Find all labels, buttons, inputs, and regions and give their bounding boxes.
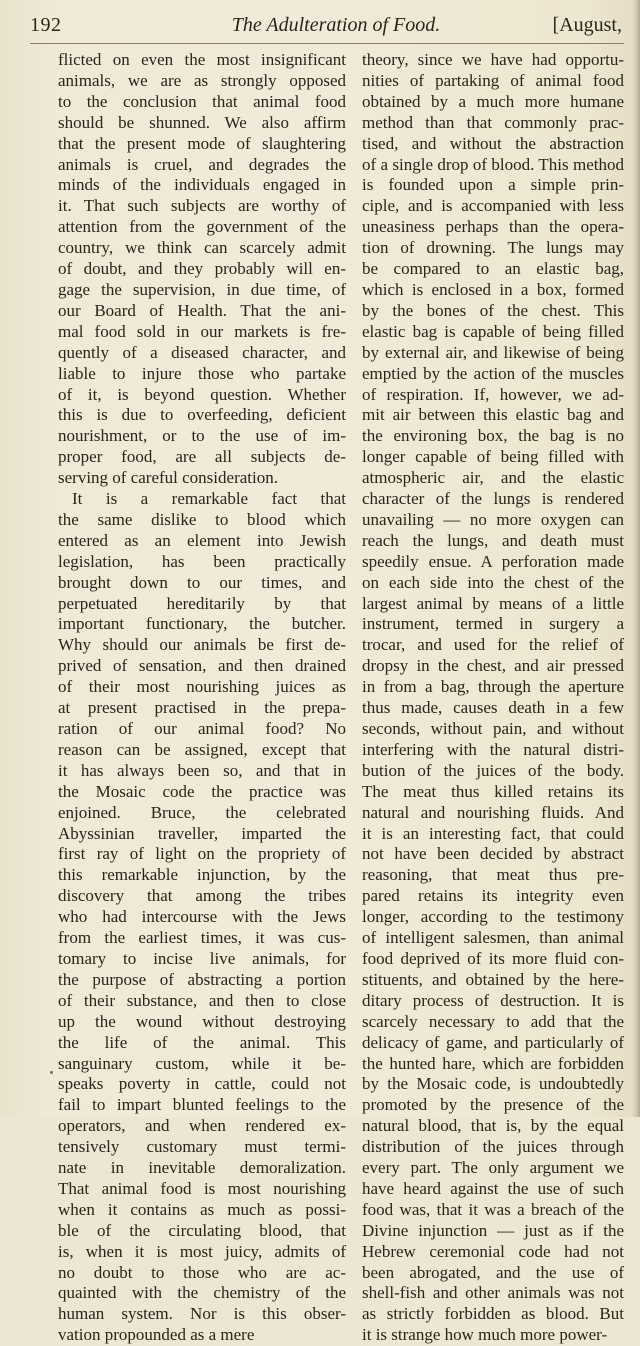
text-line: operators, and when rendered ex- — [58, 1116, 346, 1136]
text-line: in from a bag, through the aperture — [362, 677, 624, 697]
text-line: longer, according to the testimony — [362, 907, 624, 927]
text-line: on each side into the chest of the — [362, 572, 624, 592]
text-line: flicted on even the most insignificant — [58, 50, 346, 69]
text-line: method than that commonly prac- — [362, 112, 624, 132]
text-line: be compared to an elastic bag, — [362, 259, 624, 279]
text-line: it is an interesting fact, that could — [362, 823, 624, 843]
text-line: enjoined. Bruce, the celebrated — [58, 802, 346, 822]
text-line: the hunted hare, which are forbidden — [362, 1053, 624, 1073]
text-line: atmospheric air, and the elastic — [362, 468, 624, 488]
text-line: promoted by the presence of the — [362, 1095, 624, 1115]
text-line: quently of a diseased character, and — [58, 342, 346, 362]
text-line: of doubt, and they probably will en- — [58, 259, 346, 279]
text-line: obtained by a much more humane — [362, 91, 624, 111]
text-line: uneasiness perhaps than the opera- — [362, 217, 624, 237]
text-line: serving of careful consideration. — [58, 468, 278, 488]
text-line: fail to impart blunted feelings to the — [58, 1095, 346, 1115]
text-line: vation propounded as a mere — [58, 1325, 255, 1345]
text-line: minds of the individuals engaged in — [58, 175, 346, 195]
text-line: by the Mosaic code, is undoubtedly — [362, 1074, 624, 1094]
text-line: at present practised in the prepa- — [58, 698, 346, 718]
text-line: seconds, without pain, and without — [362, 719, 624, 738]
text-line: who had intercourse with the Jews — [58, 907, 346, 927]
text-line: mal food sold in our markets is fre- — [58, 321, 346, 341]
text-line: tensively customary must termi- — [58, 1137, 346, 1157]
text-line: of respiration. If, however, we ad- — [362, 384, 624, 404]
text-line: the purpose of abstracting a portion — [58, 969, 346, 989]
text-line: elastic bag is capable of being filled — [362, 321, 624, 341]
text-line: tised, and without the abstraction — [362, 133, 624, 153]
text-line: character of the lungs is rendered — [362, 489, 624, 509]
text-line: the Mosaic code the practice was — [58, 781, 346, 801]
text-line: tomary to incise live animals, for — [58, 948, 346, 968]
left-column — [58, 50, 346, 1346]
text-line: attention from the government of the — [58, 217, 346, 237]
text-line: the life of the animal. This — [58, 1032, 346, 1052]
text-line: is, when it is most juicy, admits of — [58, 1241, 346, 1261]
text-line: nate in inevitable demoralization. — [58, 1158, 346, 1178]
text-line: this remarkable injunction, by the — [58, 865, 346, 885]
text-line: That animal food is most nourishing — [58, 1178, 346, 1198]
text-line: longer capable of being filled with — [362, 447, 624, 467]
text-line: brought down to our times, and — [58, 572, 346, 592]
text-line: this is due to overfeeding, deficient — [58, 405, 346, 425]
text-line: of a single drop of blood. This method — [362, 154, 624, 174]
text-line: thus made, causes death in a few — [362, 698, 624, 718]
text-line: gage the supervision, in due time, of — [58, 279, 346, 299]
text-line: animals, we are as strongly opposed — [58, 70, 346, 90]
text-line: perpetuated hereditarily by that — [58, 593, 346, 613]
text-line: it. That such subjects are worthy of — [58, 196, 346, 216]
text-line: emptied by the action of the muscles — [362, 363, 624, 383]
text-line: by external air, and likewise of being — [362, 342, 624, 362]
page-number: 192 — [30, 14, 62, 36]
text-line: Why should our animals be first de- — [58, 635, 346, 655]
text-line: dropsy in the chest, and air pressed — [362, 656, 624, 676]
text-line: as strictly forbidden as blood. But — [362, 1304, 624, 1324]
text-line: of their most nourishing juices as — [58, 677, 346, 697]
right-column — [362, 50, 624, 1346]
text-line: largest animal by means of a little — [362, 593, 624, 613]
text-line: that the present mode of slaughtering — [58, 133, 346, 153]
text-line: ble of the circulating blood, that — [58, 1220, 346, 1240]
text-line: nourishment, or to the use of im- — [58, 426, 346, 446]
text-line: of intelligent salesmen, than animal — [362, 928, 624, 948]
text-line: it has always been so, and that in — [58, 760, 346, 780]
text-line: sanguinary custom, while it be- — [58, 1053, 346, 1073]
text-line: important functionary, the butcher. — [58, 614, 346, 634]
text-line: when it contains as much as possi- — [58, 1199, 346, 1219]
text-line: quainted with the chemistry of the — [58, 1283, 346, 1303]
text-line: it is strange how much more power- — [362, 1325, 608, 1345]
text-line: food was, that it was a breach of the — [362, 1199, 624, 1219]
text-line: mit air between this elastic bag and — [362, 405, 624, 425]
text-line: speaks poverty in cattle, could not — [58, 1074, 346, 1094]
text-line: not have been decided by abstract — [362, 844, 624, 864]
text-line: ration of our animal food? No — [58, 719, 346, 738]
text-line: country, we think can scarcely admit — [58, 238, 346, 258]
text-line: Divine injunction — just as if the — [362, 1220, 624, 1240]
margin-mark — [50, 1071, 53, 1074]
text-line: discovery that among the tribes — [58, 886, 346, 906]
text-line: by the bones of the chest. This — [362, 300, 624, 320]
text-line: ciple, and is accompanied with less — [362, 196, 624, 216]
text-line: up the wound without destroying — [58, 1011, 346, 1031]
text-line: theory, since we have had opportu- — [362, 50, 624, 69]
text-line: legislation, has been practically — [58, 551, 346, 571]
text-line: stituents, and obtained by the here- — [362, 969, 624, 989]
header-rule — [30, 43, 624, 44]
text-line: every part. The only argument we — [362, 1158, 624, 1178]
text-line: liable to injure those who partake — [58, 363, 346, 383]
text-line: reach the lungs, and death must — [362, 530, 624, 550]
text-line: proper food, are all subjects de- — [58, 447, 346, 467]
text-line: nities of partaking of animal food — [362, 70, 624, 90]
text-line: scarcely necessary to add that the — [362, 1011, 624, 1031]
text-line: have heard against the use of such — [362, 1178, 624, 1198]
text-line: first ray of light on the propriety of — [58, 844, 346, 864]
text-line: The meat thus killed retains its — [362, 781, 624, 801]
text-line: the environing box, the bag is no — [362, 426, 624, 446]
text-line: entered as an element into Jewish — [58, 530, 346, 550]
text-line: of it, is beyond question. Whether — [58, 384, 346, 404]
text-line: human system. Nor is this obser- — [58, 1304, 346, 1324]
text-line: unavailing — no more oxygen can — [362, 509, 624, 529]
header-month: [August, — [552, 14, 622, 36]
text-line: reasoning, that meat thus pre- — [362, 865, 624, 885]
text-line: distribution of the juices through — [362, 1137, 624, 1157]
page-edge-shadow — [632, 0, 640, 1117]
text-line: shell-fish and other animals was not — [362, 1283, 624, 1303]
text-line: Hebrew ceremonial code had not — [362, 1241, 624, 1261]
text-line: delicacy of game, and particularly of — [362, 1032, 624, 1052]
text-line: our Board of Health. That the ani- — [58, 300, 346, 320]
text-line: been abrogated, and the use of — [362, 1262, 624, 1282]
text-line: no doubt to those who are ac- — [58, 1262, 346, 1282]
text-line: trocar, and used for the relief of — [362, 635, 624, 655]
text-line: speedily ensue. A perforation made — [362, 551, 624, 571]
text-line: bution of the juices of the body. — [362, 760, 624, 780]
text-line: to the conclusion that animal food — [58, 91, 346, 111]
text-line: should be shunned. We also affirm — [58, 112, 346, 132]
text-line: Abyssinian traveller, imparted the — [58, 823, 346, 843]
text-line: natural and nourishing fluids. And — [362, 802, 624, 822]
text-line: tion of drowning. The lungs may — [362, 238, 624, 258]
text-line: natural blood, that is, by the equal — [362, 1116, 624, 1136]
text-line: It is a remarkable fact that — [72, 489, 346, 509]
text-line: ditary process of destruction. It is — [362, 990, 624, 1010]
text-line: reason can be assigned, except that — [58, 739, 346, 759]
text-line: the same dislike to blood which — [58, 509, 346, 529]
running-title: The Adulteration of Food. — [231, 14, 441, 36]
text-line: interfering with the natural distri- — [362, 739, 624, 759]
text-line: from the earliest times, it was cus- — [58, 928, 346, 948]
text-line: prived of sensation, and then drained — [58, 656, 346, 676]
text-line: food deprived of its more fluid con- — [362, 948, 624, 968]
page-header — [30, 14, 622, 44]
text-line: which is enclosed in a box, formed — [362, 279, 624, 299]
text-line: instrument, termed in surgery a — [362, 614, 624, 634]
text-line: pared retains its integrity even — [362, 886, 624, 906]
text-line: of their substance, and then to close — [58, 990, 346, 1010]
text-line: animals is cruel, and degrades the — [58, 154, 346, 174]
text-line: is founded upon a simple prin- — [362, 175, 624, 195]
